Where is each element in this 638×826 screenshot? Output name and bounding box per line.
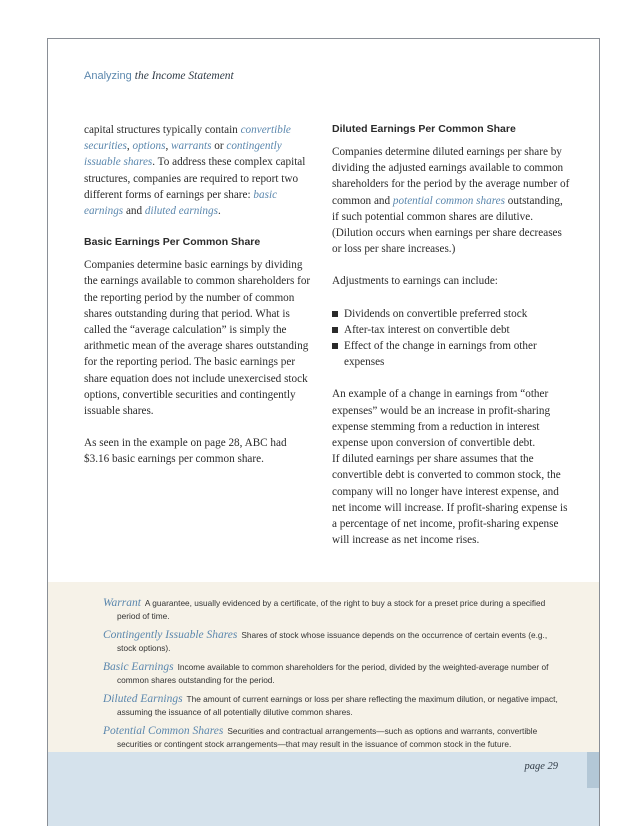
text-run: capital structures typically contain <box>84 124 241 136</box>
abc-example-paragraph: As seen in the example on page 28, ABC had $3.16 basic earnings per common share. <box>84 437 287 466</box>
conversion-paragraph: If diluted earnings per share assumes that the convertible debt is converted to common stock, the company will no longer have interest expense, and net income will increase. If profit-sharing expense is a percentage of net income, profit-sharing expense will increase as net income rises. <box>332 453 568 547</box>
glossary-item <box>103 629 563 655</box>
text-run: , <box>126 140 133 153</box>
glossary-term-link: convertible securities <box>84 124 291 153</box>
intro-paragraph <box>84 122 314 219</box>
glossary-definition: A guarantee, usually evidenced by a certificate, of the right to buy a stock for a preset price during a specified period of time. <box>117 598 546 621</box>
list-item: Dividends on convertible preferred stock <box>332 306 570 322</box>
text-run: Companies determine diluted earnings per share by dividing the adjusted earnings available to common shareholders for the period by the average number of common and <box>332 146 570 207</box>
glossary-definition: Income available to common shareholders for the period, divided by the weighted-average number of common shares outstanding for the period. <box>117 662 549 685</box>
glossary-term: Contingently Issuable Shares <box>103 629 238 641</box>
footer-band <box>48 752 599 826</box>
header-prefix: Analyzing <box>84 70 132 82</box>
right-column <box>332 122 570 564</box>
text-run: or <box>211 140 227 153</box>
adjustments-list <box>332 306 570 371</box>
glossary-term: Potential Common Shares <box>103 725 224 737</box>
glossary-item <box>103 661 563 687</box>
glossary-term-link: options <box>132 140 166 153</box>
list-item: Effect of the change in earnings from other expenses <box>332 338 570 370</box>
text-run: , <box>165 140 172 153</box>
running-header <box>84 70 234 82</box>
glossary-term-link: basic earnings <box>84 188 278 218</box>
text-run: . To address these complex capital structures, companies are required to report two different forms of earnings per share: <box>84 156 306 201</box>
glossary-term: Warrant <box>103 597 141 609</box>
footer-tab <box>587 752 599 788</box>
glossary-definition: Securities and contractual arrangements—such as options and warrants, convertible securities or contingent stock arrangements—that may result in the issuance of common stock in the future. <box>117 726 538 749</box>
basic-eps-paragraph: Companies determine basic earnings by dividing the earnings available to common shareholders for the reporting period by the number of common shares outstanding during that period. What is called the “average calculation” is simply the arithmetic mean of the average shares outstanding for the reporting period. The basic earnings per share equation does not include unexercised stock options, convertible securities and contingently issuable shares. <box>84 259 311 418</box>
glossary-item <box>103 725 563 751</box>
glossary-definition: The amount of current earnings or loss per share reflecting the maximum dilution, or negative impact, assuming the issuance of all potentially dilutive common shares. <box>117 694 558 717</box>
diluted-eps-heading: Diluted Earnings Per Common Share <box>332 123 516 135</box>
glossary <box>103 597 563 757</box>
text-run: and <box>123 205 145 218</box>
glossary-term-link: diluted earnings <box>144 205 218 218</box>
glossary-term-link: potential common shares <box>392 194 505 207</box>
page-number: page 29 <box>524 761 558 772</box>
text-run: outstanding, if such potential common shares are dilutive. (Dilution occurs when earnings per share decreases or loss per share increases.) <box>332 194 563 256</box>
glossary-term: Basic Earnings <box>103 661 174 673</box>
glossary-definition: Shares of stock whose issuance depends on the occurrence of certain events (e.g., stock options). <box>117 630 548 653</box>
list-item: After-tax interest on convertible debt <box>332 322 570 338</box>
other-expenses-paragraph: An example of a change in earnings from “other expenses” would be an increase in profit-sharing expense stemming from a reduction in interest expense upon conversion of convertible debt. <box>332 388 551 450</box>
basic-eps-heading: Basic Earnings Per Common Share <box>84 236 261 249</box>
header-title: the Income Statement <box>134 70 234 82</box>
diluted-eps-paragraph <box>332 144 570 257</box>
glossary-term: Diluted Earnings <box>103 693 183 705</box>
glossary-item <box>103 597 563 623</box>
glossary-term-link: contingently issuable shares <box>84 140 282 169</box>
adjustments-intro: Adjustments to earnings can include: <box>332 275 498 288</box>
left-column <box>84 122 314 484</box>
text-run: . <box>217 205 221 218</box>
glossary-term-link: warrants <box>171 140 212 153</box>
glossary-item <box>103 693 563 719</box>
